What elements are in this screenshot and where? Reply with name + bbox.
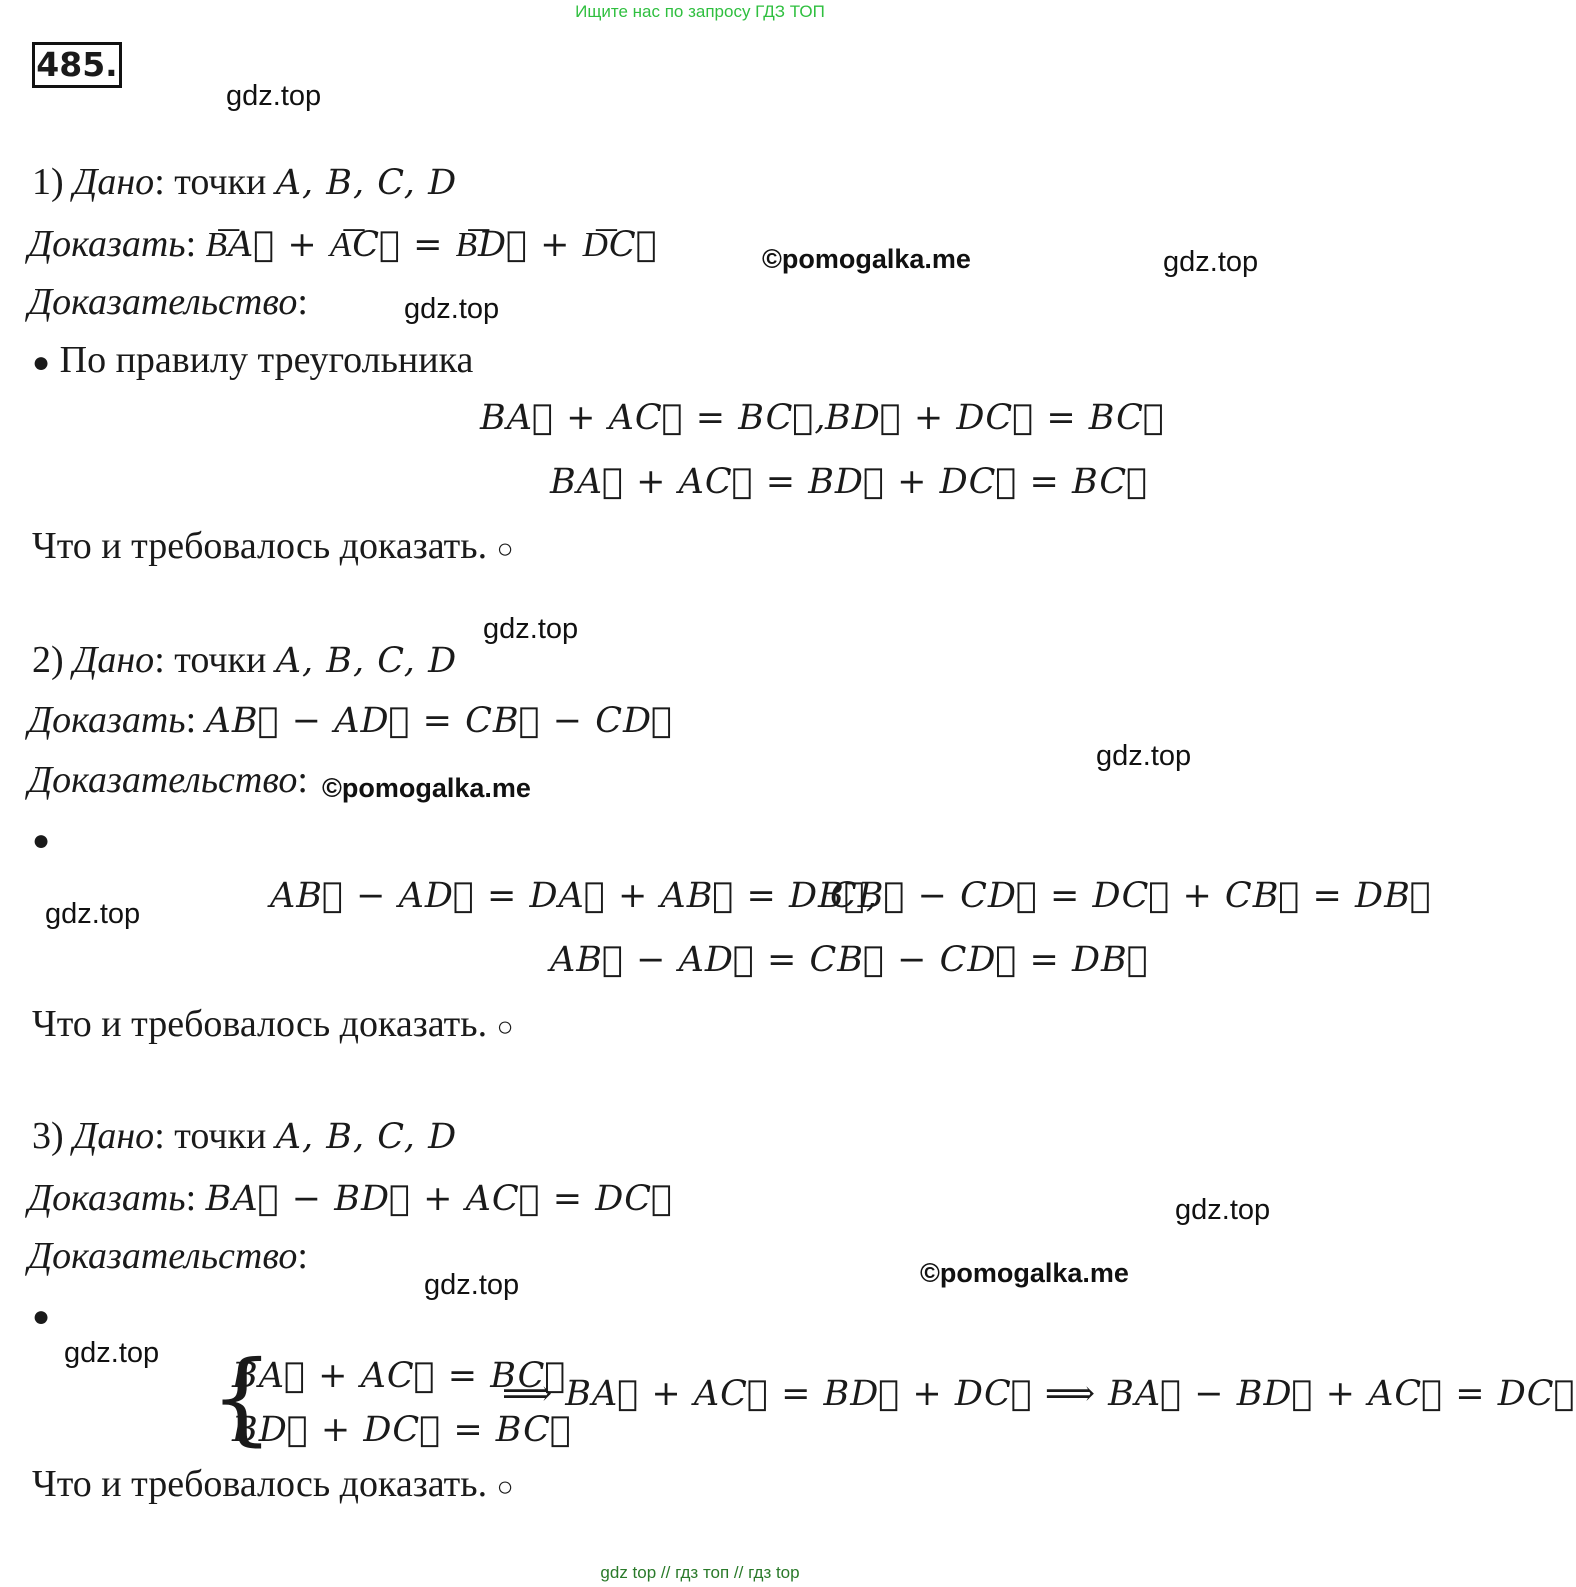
- part-label: 1): [32, 161, 64, 203]
- part3-system-eq1: BA⃗ + AC⃗ = BC⃗: [232, 1356, 567, 1396]
- part2-given: [32, 638, 457, 682]
- proof-word: Доказательство: [28, 1235, 298, 1277]
- proof-word: Доказательство: [28, 759, 298, 801]
- part1-eq2: BD⃗ + DC⃗ = BC⃗: [825, 398, 1165, 438]
- part1-prove: Доказать: B͞A⃗ + A͞C⃗ = B͞D⃗ + D͞C⃗: [28, 223, 658, 265]
- proof-word: Доказательство: [28, 281, 298, 323]
- conclusion-text: Что и требовалось доказать.: [32, 525, 488, 567]
- part3-bullet: [32, 1292, 50, 1336]
- qed-icon: ○: [496, 1012, 514, 1043]
- bullet-text: По правилу треугольника: [59, 339, 474, 381]
- watermark-gdz: gdz.top: [1175, 1194, 1271, 1226]
- part1-given: [32, 160, 457, 204]
- watermark-gdz: gdz.top: [45, 898, 141, 930]
- proof-colon: :: [297, 1235, 308, 1277]
- conclusion-text: Что и требовалось доказать.: [32, 1003, 488, 1045]
- prove-word: Доказать: [28, 1177, 186, 1219]
- watermark-pomogalka: ©pomogalka.me: [762, 244, 971, 274]
- watermark-gdz: gdz.top: [483, 613, 579, 645]
- proof-colon: :: [297, 759, 308, 801]
- part1-eq1: BA⃗ + AC⃗ = BC⃗,: [480, 398, 827, 438]
- top-banner: Ищите нас по запросу ГДЗ ТОП: [575, 2, 825, 21]
- given-word: Дано: [73, 1115, 155, 1157]
- prove-word: Доказать: [28, 223, 186, 265]
- watermark-gdz: gdz.top: [64, 1337, 160, 1369]
- given-points: A, B, C, D: [275, 163, 458, 203]
- part3-chain: ⟹ BA⃗ + AC⃗ = BD⃗ + DC⃗ ⟹ BA⃗ − BD⃗ + AC⃗ = DC⃗: [502, 1374, 1576, 1414]
- watermark-gdz: gdz.top: [1096, 740, 1192, 772]
- bullet-icon: ●: [32, 824, 51, 857]
- footer-links[interactable]: gdz top // гдз топ // гдз top: [600, 1563, 800, 1582]
- qed-icon: ○: [496, 534, 514, 565]
- given-word: Дано: [73, 161, 155, 203]
- bullet-icon: ●: [32, 1300, 51, 1333]
- problem-number: 485.: [32, 42, 122, 88]
- part1-eq3: BA⃗ + AC⃗ = BD⃗ + DC⃗ = BC⃗: [550, 462, 1149, 502]
- prove-word: Доказать: [28, 699, 186, 741]
- part3-given: [32, 1114, 457, 1158]
- part1-bullet: [32, 338, 473, 382]
- qed-icon: ○: [496, 1472, 514, 1503]
- bullet-icon: ●: [32, 346, 51, 379]
- given-points: A, B, C, D: [275, 1117, 458, 1157]
- part2-eq1: AB⃗ − AD⃗ = DA⃗ + AB⃗ = DB⃗,: [270, 876, 878, 916]
- watermark-gdz: gdz.top: [1163, 246, 1259, 278]
- part-label: 3): [32, 1115, 64, 1157]
- part2-eq2: CB⃗ − CD⃗ = DC⃗ + CB⃗ = DB⃗: [830, 876, 1432, 916]
- conclusion-text: Что и требовалось доказать.: [32, 1463, 488, 1505]
- given-text: : точки: [154, 1115, 267, 1157]
- watermark-gdz: gdz.top: [226, 80, 322, 112]
- system-brace: {: [210, 1339, 274, 1456]
- part2-prove: Доказать: AB⃗ − AD⃗ = CB⃗ − CD⃗: [28, 699, 674, 741]
- given-points: A, B, C, D: [275, 641, 458, 681]
- prove-expr: BA⃗ − BD⃗ + AC⃗ = DC⃗: [205, 1179, 674, 1219]
- part2-bullet: [32, 816, 50, 860]
- part2-conclusion: [32, 1002, 514, 1046]
- given-word: Дано: [73, 639, 155, 681]
- part2-eq3: AB⃗ − AD⃗ = CB⃗ − CD⃗ = DB⃗: [550, 940, 1149, 980]
- part1-conclusion: [32, 524, 514, 568]
- watermark-gdz: gdz.top: [424, 1269, 520, 1301]
- watermark-gdz: gdz.top: [404, 293, 500, 325]
- watermark-pomogalka: ©pomogalka.me: [920, 1258, 1129, 1288]
- part3-proof-heading: [28, 1234, 308, 1278]
- prove-expr: B͞A⃗ + A͞C⃗ = B͞D⃗ + D͞C⃗: [205, 225, 658, 265]
- watermark-pomogalka: ©pomogalka.me: [322, 773, 531, 803]
- given-text: : точки: [154, 639, 267, 681]
- proof-colon: :: [297, 281, 308, 323]
- part1-proof-heading: [28, 280, 308, 324]
- part3-prove: Доказать: BA⃗ − BD⃗ + AC⃗ = DC⃗: [28, 1177, 674, 1219]
- prove-expr: AB⃗ − AD⃗ = CB⃗ − CD⃗: [205, 701, 674, 741]
- given-text: : точки: [154, 161, 267, 203]
- part3-conclusion: [32, 1462, 514, 1506]
- part-label: 2): [32, 639, 64, 681]
- part3-system-eq2: BD⃗ + DC⃗ = BC⃗: [232, 1410, 572, 1450]
- part2-proof-heading: [28, 758, 308, 802]
